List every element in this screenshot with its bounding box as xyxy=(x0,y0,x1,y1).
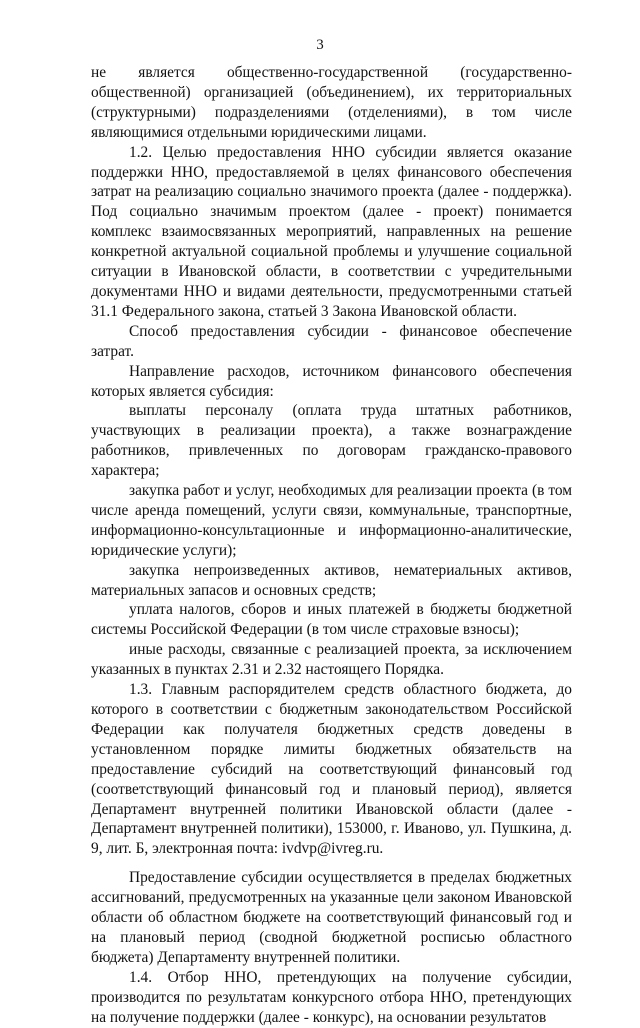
paragraph-1-2-purpose: 1.2. Целью предоставления ННО субсидии является оказание поддержки ННО, предоставляемой в целях финансового обеспечения затрат на реализацию социально значимого проекта (далее - поддержка). Под социально значимым проектом (далее - проект) понимается комплекс взаимосвязанных мероприятий, направленных на решение конкретной актуальной социальной проблемы и улучшение социальной ситуации в Ивановской области, в соответствии с учредительными документами ННО и видами деятельности, предусмотренными статьей 31.1 Федерального закона, статьей 3 Закона Ивановской области. xyxy=(91,143,572,320)
document-body xyxy=(91,63,572,1028)
page-number: 3 xyxy=(316,37,324,53)
paragraph-subsidy-method: Способ предоставления субсидии - финансовое обеспечение затрат. xyxy=(91,322,572,360)
paragraph-1-4-selection: 1.4. Отбор ННО, претендующих на получение субсидии, производится по результатам конкурсного отбора ННО, претендующих на получение поддержки (далее - конкурс), на основании результатов xyxy=(91,968,572,1026)
paragraph-budget-limits: Предоставление субсидии осуществляется в пределах бюджетных ассигнований, предусмотренных на указанные цели законом Ивановской области об областном бюджете на соответствующий финансовый год и на плановый период (сводной бюджетной росписью областного бюджета) Департаменту внутренней политики. xyxy=(91,869,572,966)
list-item-other-expenses: иные расходы, связанные с реализацией проекта, за исключением указанных в пунктах 2.31 и 2.32 настоящего Порядка. xyxy=(91,641,572,679)
list-item-works-services: закупка работ и услуг, необходимых для реализации проекта (в том числе аренда помещений, услуги связи, коммунальные, транспортные, информационно-консультационные и информационно-аналитические, юридические услуги); xyxy=(91,482,572,559)
paragraph-expense-directions: Направление расходов, источником финансового обеспечения которых является субсидия: xyxy=(91,362,572,400)
list-item-assets: закупка непроизведенных активов, нематериальных активов, материальных запасов и основных средств; xyxy=(91,561,572,599)
list-item-staff-payments: выплаты персоналу (оплата труда штатных работников, участвующих в реализации проекта), а также вознаграждение работников, привлеченных по договорам гражданско-правового характера; xyxy=(91,402,572,480)
paragraph-ngo-status-continuation: не является общественно-государственной (государственно-общественной) организацией (объединением), их территориальных (структурными) подразделениями (отделениями), в том числе являющимися отдельными юридическими лицами. xyxy=(91,64,572,141)
list-item-taxes: уплата налогов, сборов и иных платежей в бюджеты бюджетной системы Российской Федерации (в том числе страховые взносы); xyxy=(91,601,572,639)
paragraph-1-3-main-manager: 1.3. Главным распорядителем средств областного бюджета, до которого в соответствии с бюджетным законодательством Российской Федерации как получателя бюджетных средств доведены в установленном порядке лимиты бюджетных обязательств на предоставление субсидий на соответствующий финансовый год (соответствующий финансовый год и плановый период), является Департамент внутренней политики Ивановской области (далее - Департамент внутренней политики), 153000, г. Иваново, ул. Пушкина, д. 9, лит. Б, электронная почта: ivdvp@ivreg.ru. xyxy=(91,681,572,858)
